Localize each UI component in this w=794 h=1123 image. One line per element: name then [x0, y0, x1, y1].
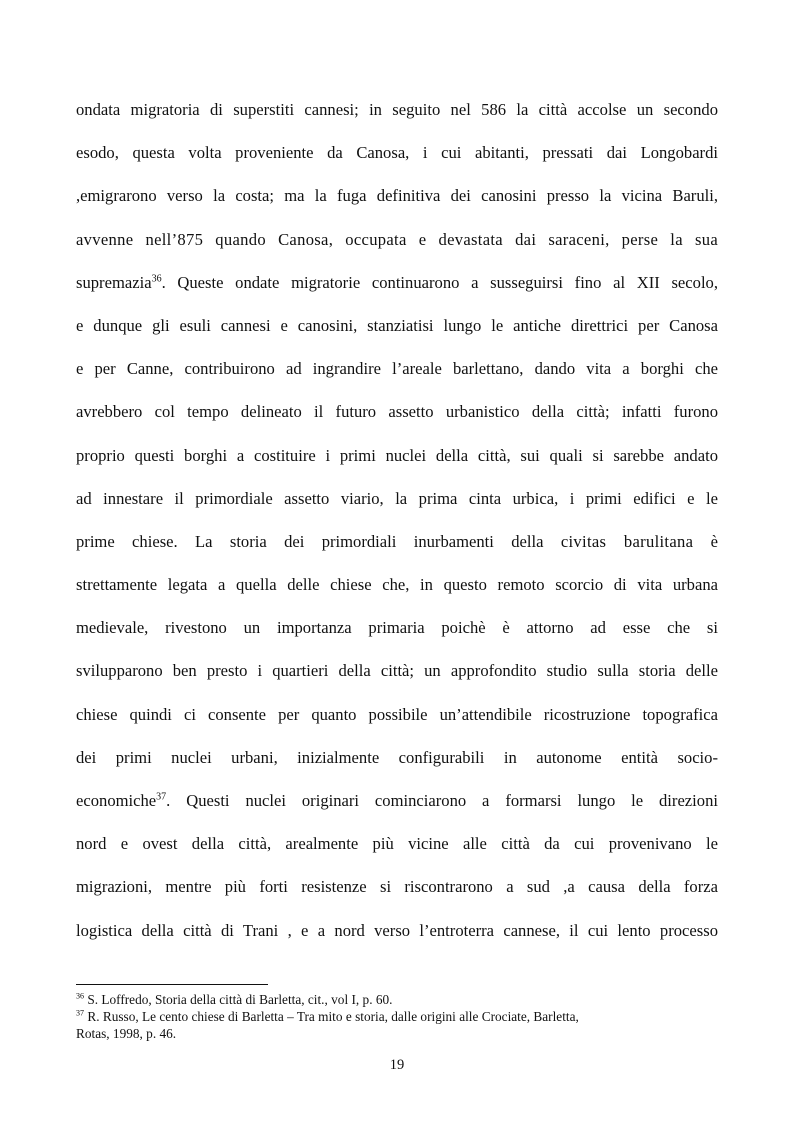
civitas-barulitana: civitas barulitana [560, 531, 694, 551]
text-line-17-end: . Questi nuclei originari cominciarono a formarsi lungo le direzioni [166, 791, 718, 810]
text-line-13: medievale, rivestono un importanza primaria poichè è attorno ad esse che si [76, 618, 718, 638]
footnote-36 [76, 991, 718, 1008]
text-line-16: dei primi nuclei urbani, inizialmente configurabili in autonome entità socio- [76, 747, 718, 767]
text-line-1: ondata migratoria di superstiti cannesi; in seguito nel 586 la città accolse un secondo [76, 100, 718, 119]
footnote-reference-36: 36 [151, 273, 162, 285]
text-line-11-start: prime chiese. La storia dei primordiali inurbamenti della [76, 531, 544, 551]
text-line-5-end: . Queste ondate migratorie continuarono a susseguirsi fino al XII secolo, [161, 272, 718, 292]
text-line-2: esodo, questa volta proveniente da Canosa, i cui abitanti, pressati dai Longobardi [76, 143, 718, 163]
footnote-divider [76, 984, 268, 985]
footnote-number-36: 36 [76, 991, 84, 1001]
footnote-36-text: S. Loffredo, Storia della città di Barletta, cit., vol I, p. 60. [87, 992, 393, 1007]
text-line-4: avvenne nell’875 quando Canosa, occupata e devastata dai saraceni, perse la sua [76, 229, 718, 249]
text-line-10: ad innestare il primordiale assetto viario, la prima cinta urbica, i primi edifici e le [76, 488, 718, 508]
text-line-11-end: è [710, 531, 719, 551]
text-line-18: nord e ovest della città, arealmente più vicine alle città da cui provenivano le [76, 834, 718, 854]
text-line-17 [76, 779, 718, 822]
footnotes [76, 991, 718, 1042]
text-line-5 [76, 261, 718, 304]
text-line-12: strettamente legata a quella delle chiese che, in questo remoto scorcio di vita urbana [76, 575, 718, 595]
text-line-3: ,emigrarono verso la costa; ma la fuga definitiva dei canosini presso la vicina Baruli, [76, 186, 718, 206]
footnote-37-text: R. Russo, Le cento chiese di Barletta – Tra mito e storia, dalle origini alle Crociate, Barletta, [87, 1009, 579, 1024]
main-text [76, 88, 718, 952]
page-number: 19 [389, 1057, 405, 1073]
footnote-reference-37: 37 [156, 791, 167, 803]
text-line-11 [76, 520, 718, 563]
footnote-number-37: 37 [76, 1008, 84, 1018]
text-line-5-start: supremazia [76, 272, 152, 292]
text-line-20: logistica della città di Trani , e a nord verso l’entroterra cannese, il cui lento processo [76, 920, 718, 940]
text-line-17-start: economiche [76, 791, 157, 810]
text-line-8: avrebbero col tempo delineato il futuro assetto urbanistico della città; infatti furono [76, 402, 718, 422]
text-line-9: proprio questi borghi a costituire i primi nuclei della città, sui quali si sarebbe andato [76, 445, 718, 465]
footnote-37-continued: Rotas, 1998, p. 46. [76, 1026, 177, 1041]
text-line-14: svilupparono ben presto i quartieri della città; un approfondito studio sulla storia delle [76, 661, 718, 681]
footnote-37 [76, 1008, 718, 1025]
text-line-15: chiese quindi ci consente per quanto possibile un’attendibile ricostruzione topografica [76, 704, 718, 724]
text-line-19: migrazioni, mentre più forti resistenze si riscontrarono a sud ,a causa della forza [76, 877, 718, 897]
text-line-6: e dunque gli esuli cannesi e canosini, stanziatisi lungo le antiche direttrici per Canosa [76, 315, 718, 335]
text-line-7: e per Canne, contribuirono ad ingrandire l’areale barlettano, dando vita a borghi che [76, 359, 718, 379]
